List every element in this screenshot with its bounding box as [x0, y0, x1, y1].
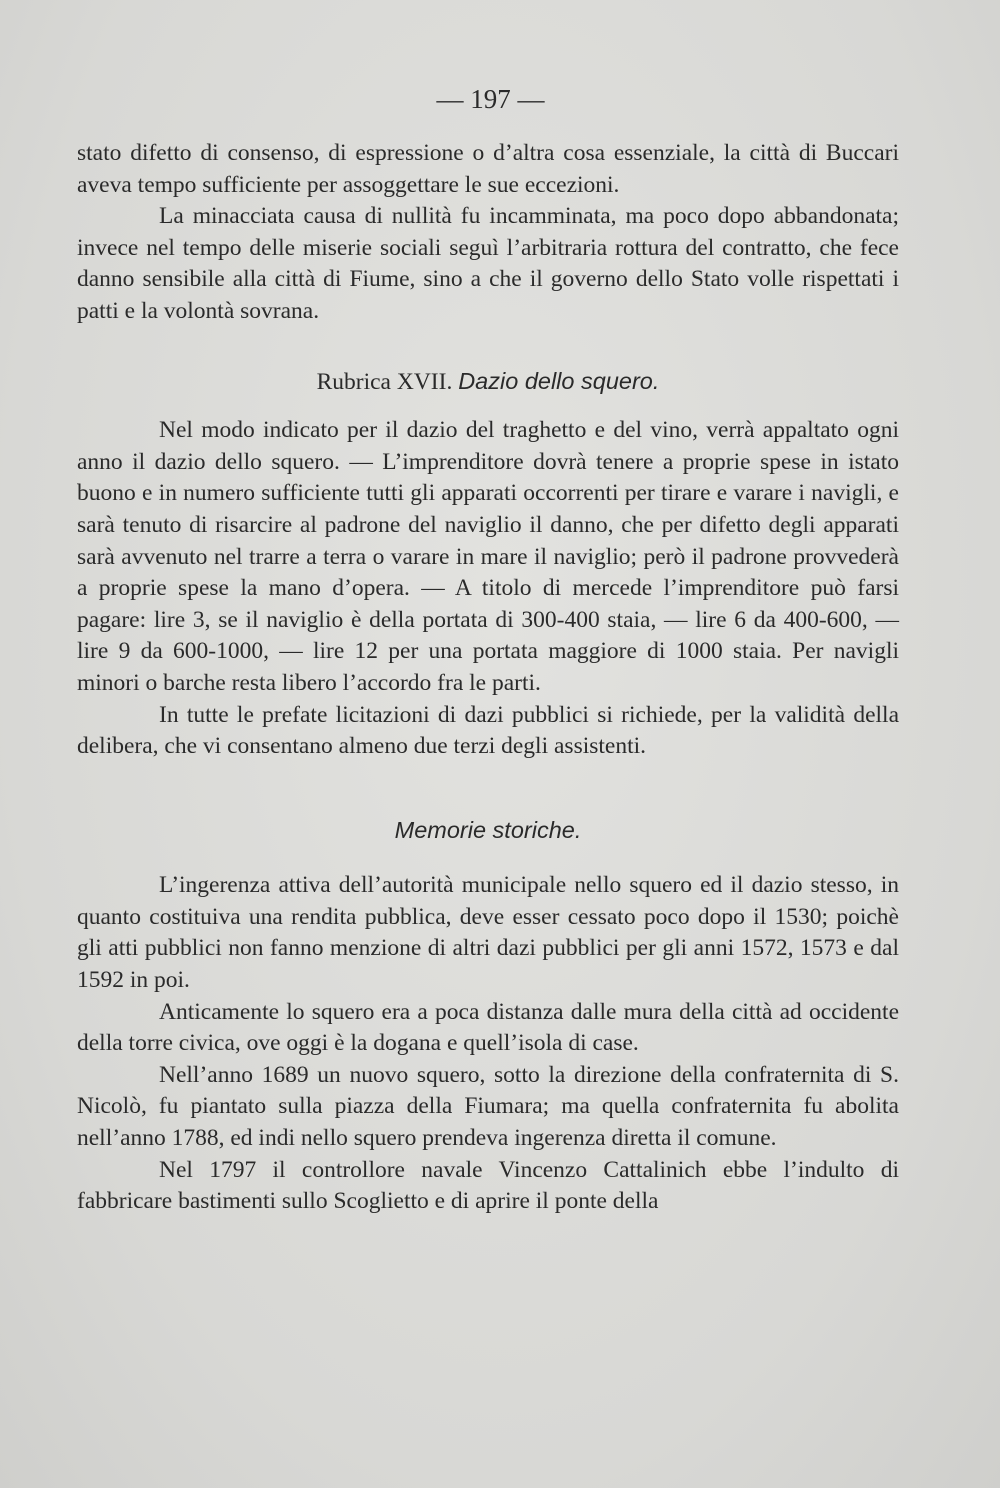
- paragraph-ingerenza: L’ingerenza attiva dell’autorità municipale nello squero ed il dazio stesso, in quanto costituiva una rendita pubblica, deve esser cessato poco dopo il 1530; poichè gli atti pubblici non fanno menzione di altri dazi pubblici per gli anni 1572, 1573 e dal 1592 in poi.: [77, 872, 899, 994]
- page-number: — 197 —: [436, 84, 545, 114]
- rubrica-number: Rubrica XVII.: [316, 368, 453, 395]
- paragraph-dazio-squero: Nel modo indicato per il dazio del traghetto e del vino, verrà appaltato ogni anno il dazio dello squero. — L’imprenditore dovrà tenere a proprie spese in istato buono e in numero sufficiente tutti gli apparati occorrenti per tirare e varare i navigli, e sarà tenuto di risarcire al padrone del naviglio il danno, che per difetto degli apparati sarà avvenuto nel trarre a terra o varare in mare il naviglio; però il padrone provvederà a proprie spese la mano d’opera. — A titolo di mercede l’imprenditore può farsi pagare: lire 3, se il naviglio è della portata di 300-400 staia, — lire 6 da 400-600, — lire 9 da 600-1000, — lire 12 per una portata maggiore di 1000 staia. Per navigli minori o barche resta libero l’accordo fra le parti.: [77, 417, 899, 696]
- page-content: [77, 80, 899, 1218]
- paragraph-licitazioni: In tutte le prefate licitazioni di dazi pubblici si richiede, per la validità della delibera, che vi consentano almeno due terzi degli assistenti.: [77, 701, 899, 760]
- paragraph-anno-1689: Nell’anno 1689 un nuovo squero, sotto la direzione della confraternita di S. Nicolò, fu piantato sulla piazza della Fiumara; ma quella confraternita fu abolita nell’anno 1788, ed indi nello squero prendeva ingerenza diretta il comune.: [77, 1061, 899, 1152]
- paragraph-anno-1797: Nel 1797 il controllore navale Vincenzo Cattalinich ebbe l’indulto di fabbricare bastimenti sullo Scoglietto e di aprire il ponte della: [77, 1156, 899, 1215]
- paragraph-nullity-cause: La minacciata causa di nullità fu incamminata, ma poco dopo abbandonata; invece nel tempo delle miserie sociali seguì l’arbitraria rottura del contratto, che fece danno sensibile alla città di Fiume, sino a che il governo dello Stato volle rispettati i patti e la volontà sovrana.: [77, 203, 899, 324]
- section-heading-memorie: Memorie storiche.: [394, 816, 582, 843]
- rubrica-title: Dazio dello squero.: [458, 367, 660, 394]
- paragraph-continuation: stato difetto di consenso, di espressione o d’altra cosa essenziale, la città di Buccari aveva tempo sufficiente per assoggettare le sue eccezioni.: [77, 140, 899, 198]
- paragraph-anticamente: Anticamente lo squero era a poca distanza dalle mura della città ad occidente della torre civica, ove oggi è la dogana e quell’isola di case.: [77, 998, 899, 1057]
- section-heading-rubrica: [77, 366, 899, 399]
